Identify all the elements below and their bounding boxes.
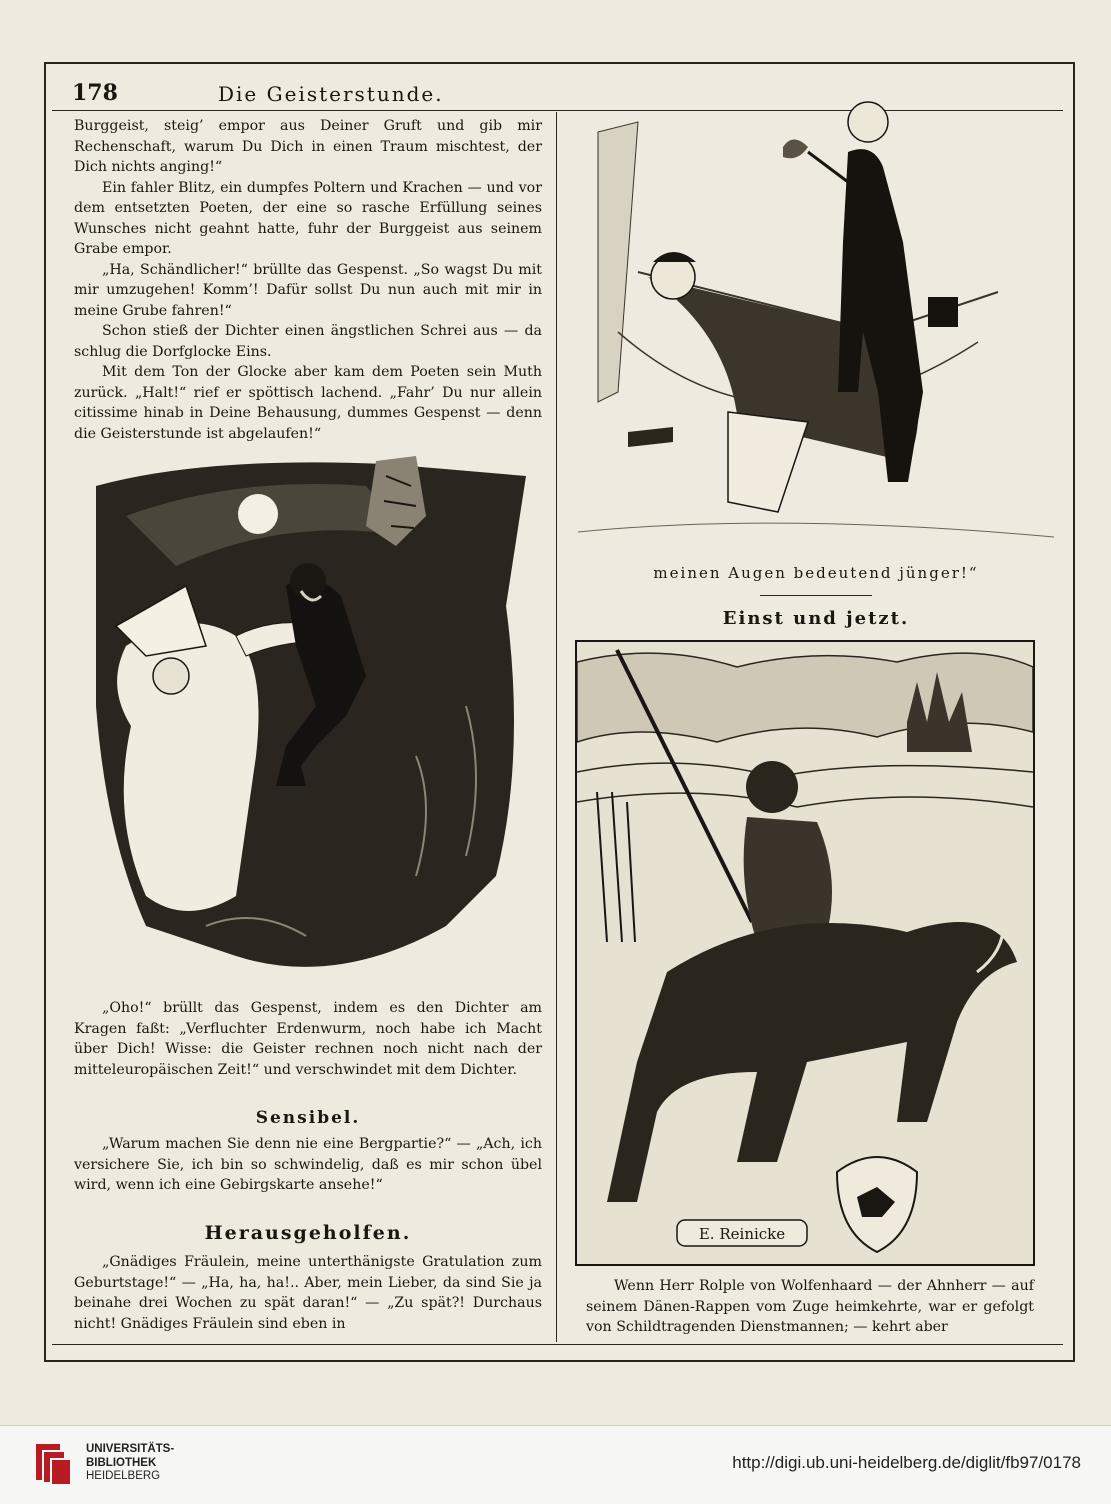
paragraph: Ein fahler Blitz, ein dumpfes Poltern und Krachen — und vor dem entsetzten Poeten, der eine so rasche Erfüllung seines Wunsches nicht geahnt hatte, fuhr der Burggeist aus seinem Grabe empor. [74,179,542,257]
knight-woodcut [575,640,1035,1266]
page-number: 178 [72,80,118,106]
column-divider [556,112,557,1342]
permalink-url[interactable]: http://digi.ub.uni-heidelberg.de/diglit/fb97/0178 [732,1453,1081,1472]
sensibel-title: Sensibel. [255,1108,361,1128]
story-top [74,116,542,444]
logo-line: HEIDELBERG [86,1470,161,1482]
library-logo-icon [30,1438,74,1486]
herausgeholfen-title: Herausgeholfen. [204,1222,412,1244]
einst-text [586,1276,1034,1338]
running-title: Die Geisterstunde. [218,82,444,106]
viewer-footer [0,1425,1111,1504]
section-rule [760,595,872,596]
paragraph: Mit dem Ton der Glocke aber kam dem Poeten sein Muth zurück. „Halt!“ rief er spöttisch lachend. „Fahr’ Du nur allein citissime hinab in Deine Behausung, dummes Gespenst — denn die Geisterstunde ist abgelaufen!“ [74,364,542,442]
paragraph: „Warum machen Sie denn nie eine Bergpartie?“ — „Ach, ich versichere Sie, ich bin so schwindelig, daß es mir schon übel wird, wenn ich eine Gebirgskarte ansehe!“ [74,1136,542,1193]
story-bottom [74,998,542,1080]
moon [238,494,278,534]
paragraph: „Gnädiges Fräulein, meine unterthänigste Gratulation zum Geburtstage!“ — „Ha, ha, ha!.. Aber, mein Lieber, da sind Sie ja beinahe drei Wochen zu spät daran!“ — „Zu spät?! Durchaus nicht! Gnädiges Fräulein sind eben in [74,1254,542,1332]
paragraph: Schon stieß der Dichter einen ängstlichen Schrei aus — da schlug die Dorfglocke Eins. [74,323,542,360]
logo-line: UNIVERSITÄTS- [86,1443,175,1455]
flower-bouquet [783,140,808,159]
ghost-robe [117,623,258,911]
library-name [86,1443,174,1484]
paragraph: Burggeist, steig’ empor aus Deiner Gruft und gib mir Rechenschaft, warum Du Dich in einen Traum mischtest, der Dich nichts anging!“ [74,118,542,175]
paragraph: Wenn Herr Rolple von Wolfenhaard — der Ahnherr — auf seinem Dänen-Rappen vom Zuge heimkehrte, war er gefolgt von Schildtragenden Dienstmannen; — kehrt aber [586,1278,1034,1335]
herausgeholfen-text [74,1252,542,1334]
einst-title: Einst und jetzt. [722,608,910,629]
sensibel-text [74,1134,542,1196]
hammock-caption: meinen Augen bedeutend jünger!“ [653,564,979,582]
ghost-illustration [86,456,536,988]
footer-rule [52,1344,1063,1345]
artist-signature: E. Reinicke [698,1225,786,1243]
hammock-illustration [578,92,1054,552]
logo-line: BIBLIOTHEK [86,1456,157,1469]
paragraph: „Oho!“ brüllt das Gespenst, indem es den Dichter am Kragen faßt: „Verfluchter Erdenwurm, noch habe ich Macht über Dich! Wisse: die Geister rechnen noch nicht nach der mitteleuropäischen Zeit!“ und verschwindet mit dem Dichter. [74,1000,542,1078]
paragraph: „Ha, Schändlicher!“ brüllte das Gespenst. „So wagst Du mit mir umzugehen! Komm’! Dafür sollst Du nun auch mit mir in meine Grube fahren!“ [74,261,542,319]
